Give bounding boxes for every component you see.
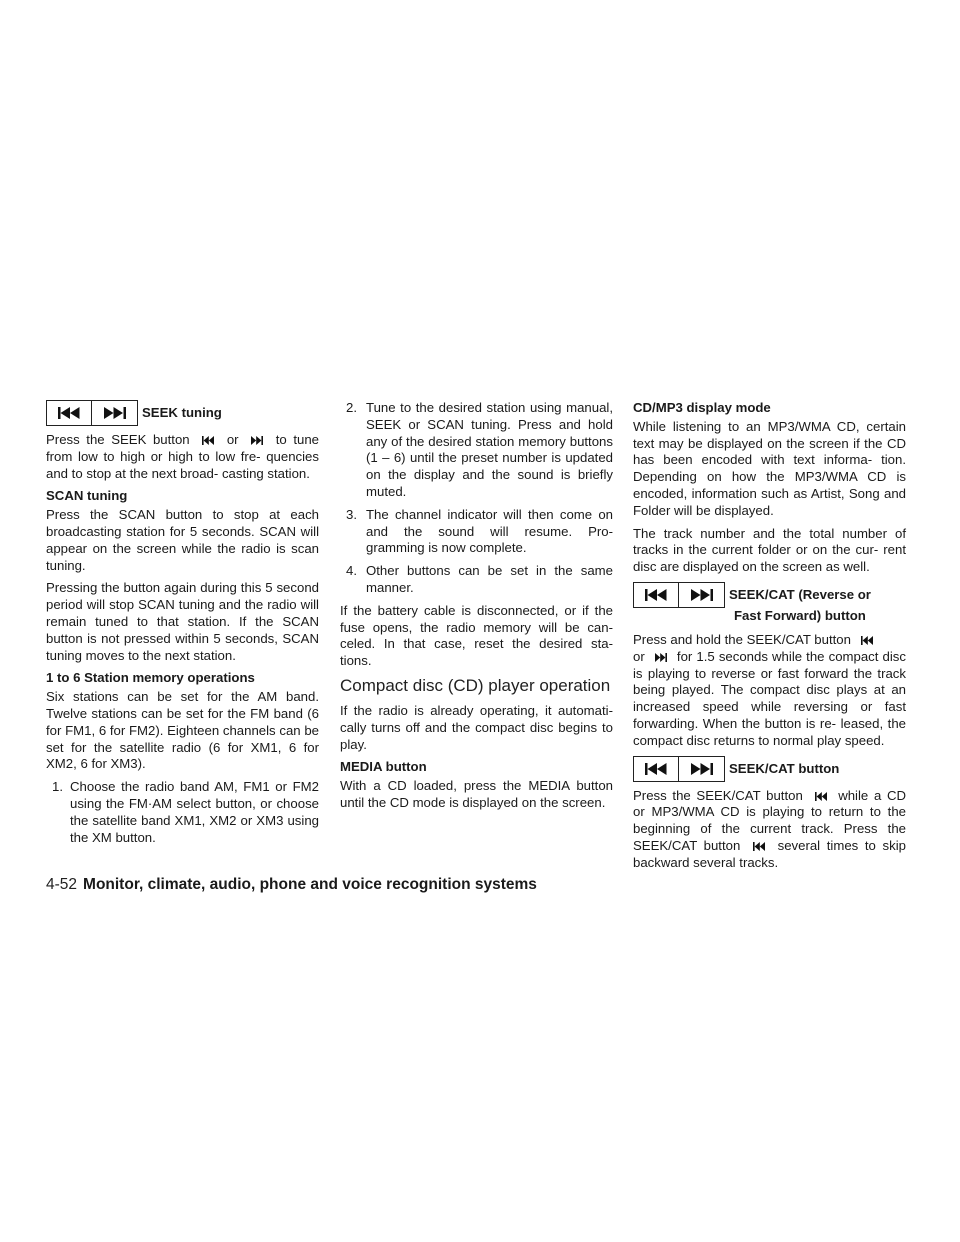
media-button-heading: MEDIA button xyxy=(340,759,427,775)
column-3 xyxy=(633,400,906,878)
column-1 xyxy=(46,400,319,852)
memory-steps-list-continued xyxy=(340,400,613,597)
scan-tuning-heading: SCAN tuning xyxy=(46,488,128,504)
cd-section-heading: Compact disc (CD) player operation xyxy=(340,675,611,695)
label-line-2: Fast Forward) button xyxy=(734,607,866,623)
seek-cat-figure xyxy=(633,582,906,626)
press-text-a: Press the SEEK/CAT button xyxy=(633,787,803,803)
chapter-title: Monitor, climate, audio, phone and voice recognition systems xyxy=(83,876,537,893)
step-text: Choose the radio band AM, FM1 or FM2 using the FM·AM select button, or choose the satellite band XM1, XM2 or XM3 using the XM button. xyxy=(70,779,319,845)
seek-text-b: to tune from low to high or high to low fre- quencies and to stop at the next broad- casting station. xyxy=(46,432,319,481)
next-track-icon xyxy=(679,756,725,782)
media-paragraph: With a CD loaded, press the MEDIA button until the CD mode is displayed on the screen. xyxy=(340,778,613,810)
list-item xyxy=(340,507,613,557)
press-text-c: several times to skip backward several tracks. xyxy=(633,837,906,870)
step-number: 4. xyxy=(346,563,357,579)
seek-text-a: Press the SEEK button xyxy=(46,432,190,447)
next-track-icon xyxy=(679,582,725,608)
step-text: Other buttons can be set in the same manner. xyxy=(366,563,613,595)
battery-paragraph: If the battery cable is disconnected, or if the fuse opens, the radio memory will be can- celed. In that case, reset the desired sta- tions. xyxy=(340,602,613,669)
seek-cat-label: SEEK/CAT button xyxy=(729,760,840,776)
scan-paragraph-2: Pressing the button again during this 5 second period will stop SCAN tuning and the radio will remain tuned to that station. If the SCAN button is not pressed within 5 seconds, SCAN tuning moves to the next station. xyxy=(46,580,319,663)
next-track-icon xyxy=(649,649,673,666)
press-paragraph xyxy=(633,788,906,872)
cd-paragraph: If the radio is already operating, it automati- cally turns off and the compact disc begins to play. xyxy=(340,702,613,752)
hold-text-a: Press and hold the SEEK/CAT button xyxy=(633,631,851,647)
seek-button-figure xyxy=(46,400,319,426)
seek-tuning-label: SEEK tuning xyxy=(142,405,222,420)
seek-paragraph xyxy=(46,432,319,482)
mp3-paragraph-1: While listening to an MP3/WMA CD, certain text may be displayed on the screen if the CD has been encoded with text informa- tion. Depending on how the MP3/WMA CD is encoded, information such as Artist, Song and Folder will be displayed. xyxy=(633,418,906,518)
seek-cat-figure-2 xyxy=(633,756,906,782)
previous-track-icon xyxy=(855,632,879,649)
hold-text-b: for 1.5 seconds while the compact disc is playing to reverse or fast forward the track being played. The compact disc plays at an increased speed while reversing or fast forwarding. When the button is re- leased, the compact disc returns to normal play speed. xyxy=(633,648,906,748)
list-item xyxy=(340,563,613,597)
previous-track-icon xyxy=(747,838,771,855)
list-item xyxy=(340,400,613,501)
hold-paragraph xyxy=(633,632,906,750)
page-footer xyxy=(46,876,537,894)
previous-track-icon xyxy=(809,788,833,805)
hold-text-or: or xyxy=(633,648,645,664)
list-item xyxy=(46,779,319,846)
seek-cat-reverse-ff-label xyxy=(729,582,871,626)
step-number: 3. xyxy=(346,506,357,522)
previous-track-icon xyxy=(46,400,92,426)
label-line-1: SEEK/CAT (Reverse or xyxy=(729,586,871,602)
step-text: Tune to the desired station using manual, SEEK or SCAN tuning. Press and hold any of the desired station memory buttons (1 – 6) until the preset number is updated on the display and the sound is briefly muted. xyxy=(366,400,613,499)
memory-steps-list xyxy=(46,779,319,846)
previous-track-icon xyxy=(633,756,679,782)
step-text: The channel indicator will then come on and the sound will resume. Pro- gramming is now complete. xyxy=(366,506,613,556)
column-2 xyxy=(340,400,613,818)
scan-paragraph-1: Press the SCAN button to stop at each broadcasting station for 5 seconds. SCAN will appear on the screen while the radio is scan tuning. xyxy=(46,507,319,573)
memory-paragraph: Six stations can be set for the AM band. Twelve stations can be set for the FM band (6 for FM1, 6 for FM2). Eighteen channels can be set for the satellite radio (6 for XM1, 6 for XM2, 6 for XM3). xyxy=(46,689,319,772)
mp3-paragraph-2: The track number and the total number of tracks in the current folder or on the cur- rent disc are displayed on the screen as well. xyxy=(633,525,906,575)
step-number: 2. xyxy=(346,400,357,415)
page-number: 4-52 xyxy=(46,876,78,893)
previous-track-icon xyxy=(196,432,220,449)
next-track-icon xyxy=(92,400,138,426)
seek-text-or: or xyxy=(226,432,239,447)
memory-heading: 1 to 6 Station memory operations xyxy=(46,670,255,686)
previous-track-icon xyxy=(633,582,679,608)
press-text-b: while a CD or MP3/WMA CD is playing to return to the beginning of the current track. Press the SEEK/CAT button xyxy=(633,787,907,853)
mp3-display-heading: CD/MP3 display mode xyxy=(633,400,771,415)
step-number: 1. xyxy=(52,779,63,795)
next-track-icon xyxy=(245,432,269,449)
